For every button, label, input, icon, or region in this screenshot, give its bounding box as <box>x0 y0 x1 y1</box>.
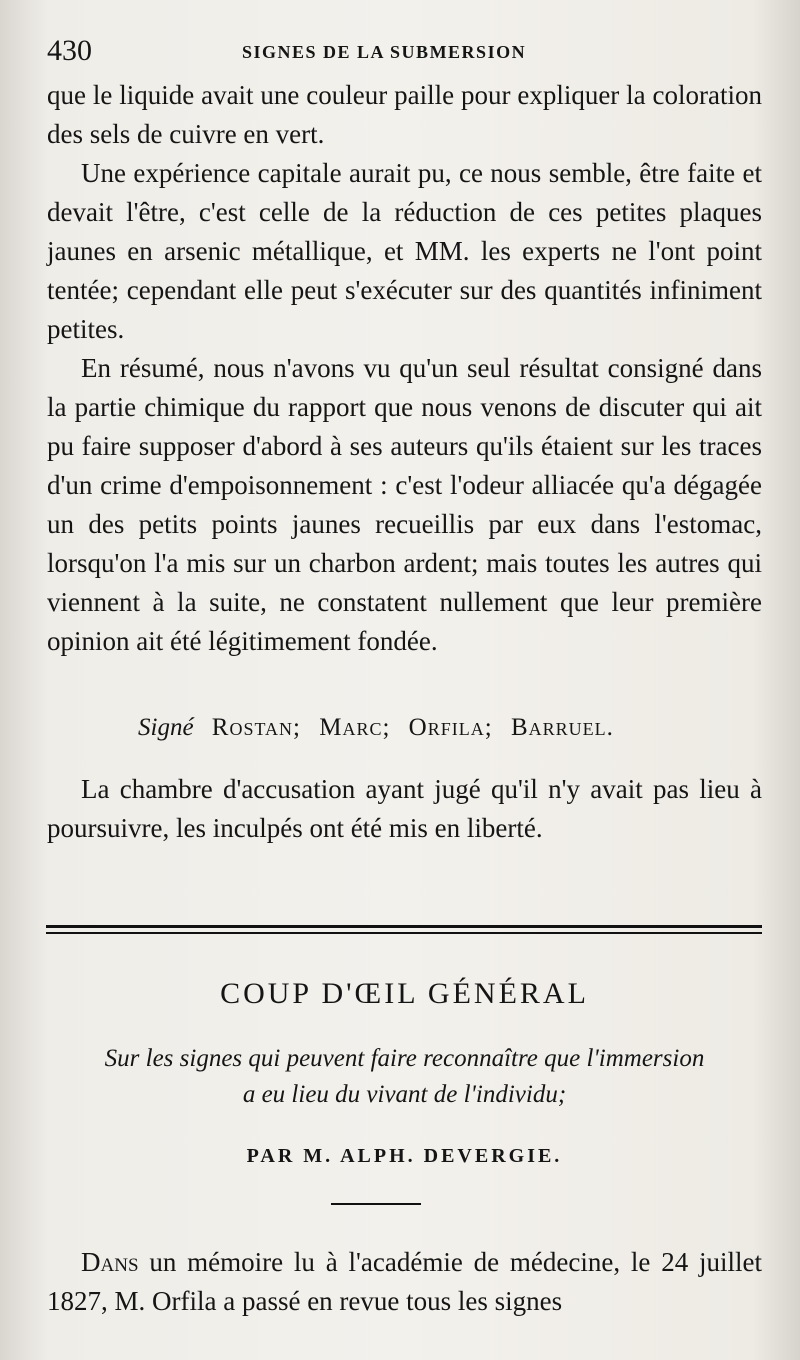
signatory-name: Barruel. <box>510 714 614 741</box>
subtitle-line: a eu lieu du vivant de l'individu; <box>242 1081 567 1108</box>
section-author: PAR M. ALPH. DEVERGIE. <box>246 1145 563 1167</box>
opening-lead-word: Dans <box>81 1247 139 1277</box>
signed-word: Signé <box>138 714 194 741</box>
signatory-name: Orfila; <box>408 714 493 741</box>
subtitle-line: Sur les signes qui peuvent faire reconnaître que l'immersion <box>104 1045 705 1072</box>
running-head: SIGNES DE LA SUBMERSION <box>242 42 527 62</box>
paragraph-opening <box>47 1243 762 1321</box>
paragraph-summary: En résumé, nous n'avons vu qu'un seul résultat consigné dans la partie chimique du rapport que nous venons de discuter qui ait pu faire supposer d'abord à ses auteurs qu'ils étaient sur les traces d'un crime d'empoisonnement : c'est l'odeur alliacée qu'a dégagée un des petits points jaunes recueillis par eux dans l'estomac, lorsqu'on l'a mis sur un charbon ardent; mais toutes les autres qui viennent à la suite, ne constatent nullement que leur première opinion ait été légitimement fondée. <box>47 353 762 656</box>
opening-text: un mémoire lu à l'académie de médecine, le 24 juillet 1827, M. Orfila a passé en revue tous les signes <box>47 1247 762 1316</box>
section-title: COUP D'ŒIL GÉNÉRAL <box>220 977 589 1010</box>
paragraph-experiment: Une expérience capitale aurait pu, ce nous semble, être faite et devait l'être, c'est celle de la réduction de ces petites plaques jaunes en arsenic métallique, et MM. les experts ne l'ont point tentée; cependant elle peut s'exécuter sur des quantités infiniment petites. <box>47 158 762 344</box>
signatory-name: Rostan; <box>211 714 301 741</box>
body-text <box>47 76 762 661</box>
short-rule <box>331 1203 421 1205</box>
signatory-name: Marc; <box>319 714 391 741</box>
paragraph-decision: La chambre d'accusation ayant jugé qu'il n'y avait pas lieu à poursuivre, les inculpés ont été mis en liberté. <box>47 774 762 843</box>
section-subtitle <box>47 1041 762 1113</box>
paragraph-continuation: que le liquide avait une couleur paille pour expliquer la coloration des sels de cuivre en vert. <box>47 80 762 149</box>
section-divider <box>46 925 762 934</box>
page-number: 430 <box>47 34 92 67</box>
page-header <box>47 34 767 74</box>
signature-line <box>138 714 758 742</box>
